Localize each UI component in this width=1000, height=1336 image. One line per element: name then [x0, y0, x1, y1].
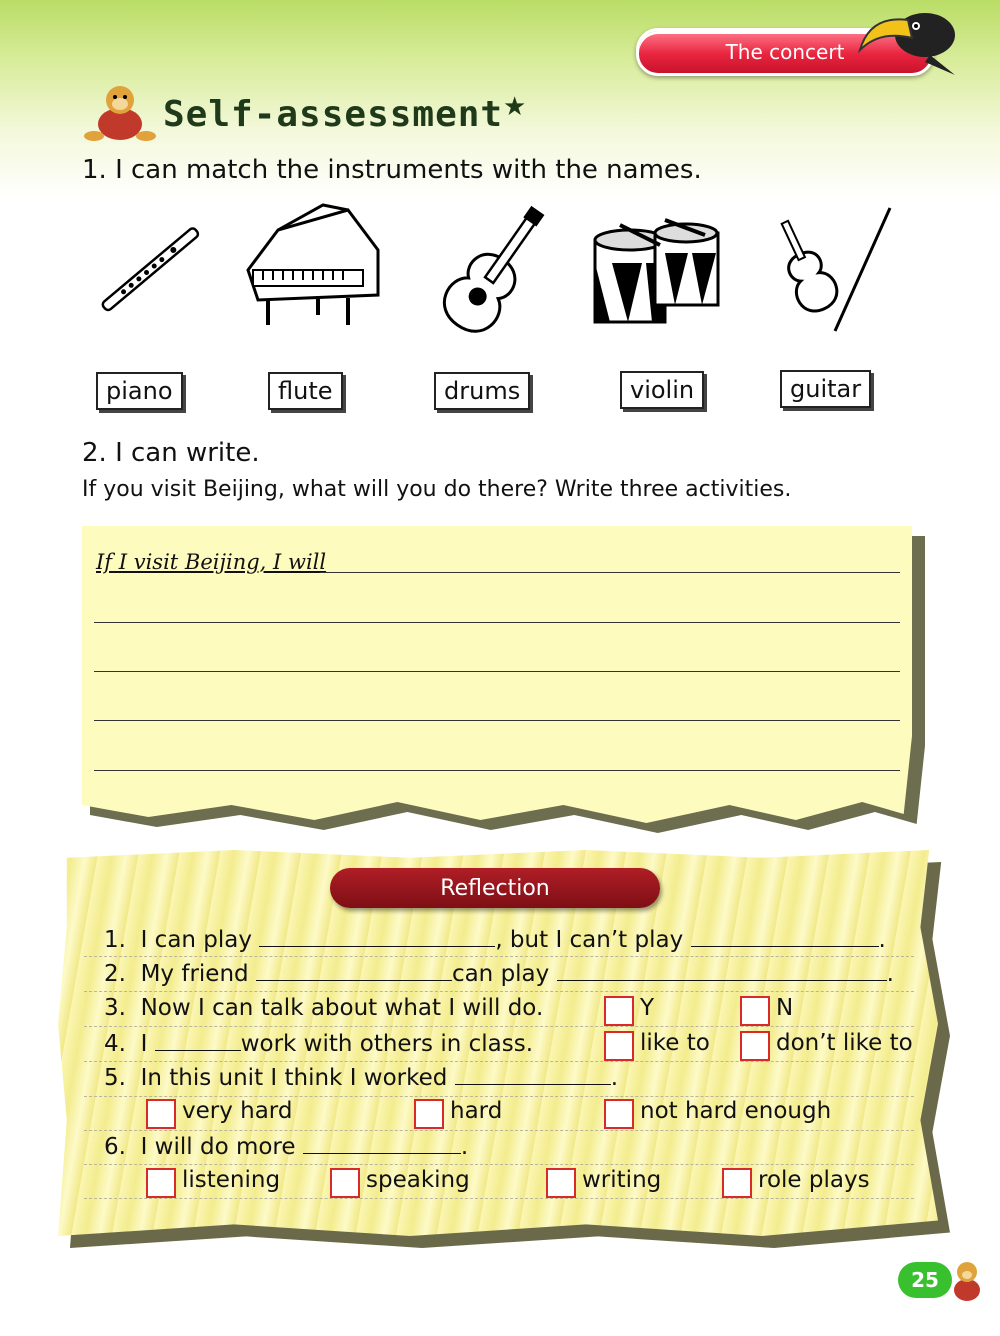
ruled-line — [84, 991, 914, 992]
guitar-icon — [432, 196, 556, 342]
unit-title: The concert — [725, 40, 845, 64]
period: . — [460, 1134, 469, 1160]
violin-icon — [760, 203, 910, 337]
item-text: , but I can’t play — [495, 927, 684, 953]
checkbox-dont-like-to[interactable] — [740, 1031, 770, 1061]
item-number: 2. — [104, 961, 126, 987]
answer-blank[interactable] — [557, 960, 887, 981]
option-not-hard-enough: not hard enough — [640, 1098, 832, 1124]
checkbox-writing[interactable] — [546, 1168, 576, 1198]
item-number: 5. — [104, 1065, 126, 1091]
item-text: can play — [451, 961, 550, 987]
item-text: I can play — [140, 927, 252, 953]
option-like-to: like to — [640, 1030, 710, 1056]
page-number-badge — [898, 1262, 952, 1298]
toucan-icon — [830, 0, 960, 80]
item-text: I — [140, 1031, 148, 1057]
writing-line-4[interactable] — [94, 720, 900, 721]
answer-blank[interactable] — [303, 1133, 461, 1154]
checkbox-role-plays[interactable] — [722, 1168, 752, 1198]
answer-blank[interactable] — [455, 1064, 611, 1085]
checkbox-listening[interactable] — [146, 1168, 176, 1198]
question-2: 2. I can write. — [82, 438, 260, 468]
period: . — [886, 961, 894, 987]
reflection-item-5 — [104, 1064, 618, 1091]
ruled-line — [84, 956, 914, 957]
ruled-line — [84, 1026, 914, 1027]
item-number: 4. — [104, 1031, 126, 1057]
flute-icon — [86, 210, 216, 330]
option-dont-like-to: don’t like to — [776, 1030, 913, 1056]
answer-blank[interactable] — [259, 926, 495, 947]
star-icon: ★ — [503, 92, 527, 122]
option-hard: hard — [450, 1098, 503, 1124]
checkbox-like-to[interactable] — [604, 1031, 634, 1061]
reflection-title-pill — [330, 868, 660, 908]
option-listening: listening — [182, 1167, 281, 1193]
writing-line-3[interactable] — [94, 671, 900, 672]
writing-line-5[interactable] — [94, 770, 900, 771]
ruled-line — [84, 1130, 914, 1131]
monkey-mascot-icon — [80, 82, 160, 142]
checkbox-speaking[interactable] — [330, 1168, 360, 1198]
answer-blank[interactable] — [256, 960, 452, 981]
word-card-flute[interactable]: flute — [268, 372, 343, 410]
monkey-icon — [945, 1258, 990, 1303]
word-card-violin[interactable]: violin — [620, 371, 704, 409]
option-role-plays: role plays — [758, 1167, 870, 1193]
reflection-title: Reflection — [440, 875, 550, 901]
ruled-line — [84, 1096, 914, 1097]
checkbox-no[interactable] — [740, 996, 770, 1026]
checkbox-not-hard-enough[interactable] — [604, 1099, 634, 1129]
item-number: 1. — [104, 927, 126, 953]
item-text: My friend — [140, 961, 249, 987]
item-text: I will do more — [140, 1134, 296, 1160]
writing-line-1[interactable] — [320, 572, 900, 573]
reflection-item-4 — [104, 1030, 533, 1057]
writing-prompt: If I visit Beijing, I will — [96, 550, 327, 574]
option-speaking: speaking — [366, 1167, 470, 1193]
reflection-item-2 — [104, 960, 894, 987]
word-card-piano[interactable]: piano — [96, 372, 183, 410]
ruled-line — [84, 1198, 914, 1199]
question-2-instruction: If you visit Beijing, what will you do there? Write three activities. — [82, 477, 792, 502]
checkbox-very-hard[interactable] — [146, 1099, 176, 1129]
word-card-guitar[interactable]: guitar — [780, 370, 871, 408]
piano-icon — [238, 200, 388, 330]
item-number: 6. — [104, 1134, 126, 1160]
ruled-line — [84, 1164, 914, 1165]
section-title: Self-assessment — [163, 94, 504, 135]
answer-blank[interactable] — [155, 1030, 241, 1051]
question-1: 1. I can match the instruments with the names. — [82, 155, 702, 185]
reflection-item-6 — [104, 1133, 468, 1160]
reflection-item-3 — [104, 995, 543, 1021]
item-text: work with others in class. — [240, 1031, 534, 1057]
checkbox-yes[interactable] — [604, 996, 634, 1026]
item-text: Now I can talk about what I will do. — [140, 995, 544, 1021]
item-number: 3. — [104, 995, 126, 1021]
option-writing: writing — [582, 1167, 662, 1193]
page-number: 25 — [911, 1268, 939, 1292]
reflection-item-1 — [104, 926, 886, 953]
ruled-line — [84, 1061, 914, 1062]
writing-line-2[interactable] — [94, 622, 900, 623]
item-text: In this unit I think I worked — [140, 1065, 448, 1091]
option-yes: Y — [640, 995, 655, 1021]
word-card-drums[interactable]: drums — [434, 372, 530, 410]
period: . — [610, 1065, 618, 1091]
checkbox-hard[interactable] — [414, 1099, 444, 1129]
answer-blank[interactable] — [691, 926, 879, 947]
option-no: N — [776, 995, 794, 1021]
option-very-hard: very hard — [182, 1098, 293, 1124]
drums-icon — [590, 205, 725, 330]
period: . — [878, 927, 886, 953]
